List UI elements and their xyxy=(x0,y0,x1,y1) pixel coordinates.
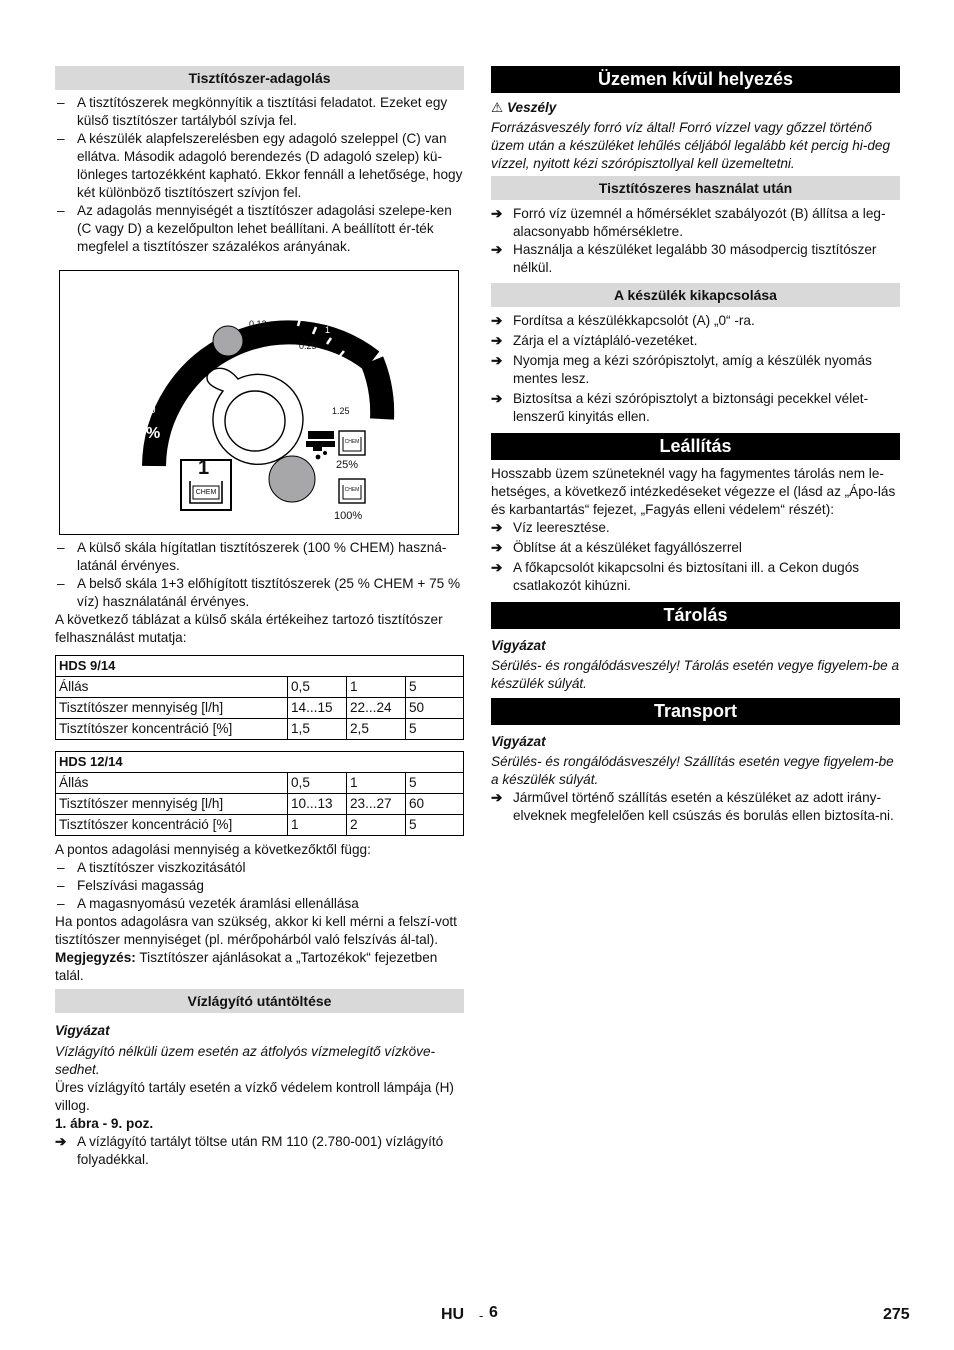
arrow-icon: ➔ xyxy=(55,1134,67,1149)
arrow-icon: ➔ xyxy=(491,242,503,257)
inner-scale-label: 1.25 xyxy=(332,406,350,416)
table-cell: 5 xyxy=(406,773,464,794)
list-item-text: Forró víz üzemnél a hőmérséklet szabályozót (B) állítsa a leg-alacsonyabb hőmérsékletre. xyxy=(513,206,886,239)
label-25-percent: 25% xyxy=(336,459,359,471)
table-cell: 2,5 xyxy=(347,719,406,740)
danger-label: Veszély xyxy=(506,100,557,115)
storage-heading: Tárolás xyxy=(491,602,900,629)
list-item-text: Használja a készüléket legalább 30 másodpercig tisztítószer nélkül. xyxy=(513,242,877,275)
list-item-text: Víz leeresztése. xyxy=(513,520,610,535)
table-cell: 60 xyxy=(406,794,464,815)
arrow-icon: ➔ xyxy=(491,206,503,221)
table-cell: Tisztítószer koncentráció [%] xyxy=(56,719,288,740)
list-item-text: Nyomja meg a kézi szórópisztolyt, amíg a készülék nyomás mentes lesz. xyxy=(513,353,872,386)
footer-language: HU xyxy=(441,1306,465,1323)
percent-label: % xyxy=(146,425,161,442)
depends-intro: A pontos adagolási mennyiség a következőktől függ: xyxy=(55,842,371,857)
arrow-icon: ➔ xyxy=(491,540,503,555)
arrow-icon: ➔ xyxy=(491,560,503,575)
table-row xyxy=(56,698,464,719)
stop-heading: Leállítás xyxy=(491,433,900,460)
list-item xyxy=(491,241,900,277)
footer-dash: - xyxy=(479,1308,484,1323)
inner-scale-label: 0.12 xyxy=(249,319,267,329)
list-item: – A belső skála 1+3 előhígított tisztítószerek (25 % CHEM + 75 % víz) használatánál érvényes. xyxy=(55,575,464,611)
warning-icon: ⚠ xyxy=(491,100,504,115)
table-cell: 22...24 xyxy=(347,698,406,719)
list-item-text: Zárja el a víztápláló-vezetéket. xyxy=(513,333,698,348)
list-item xyxy=(491,390,900,426)
danger-label-line xyxy=(491,99,900,117)
table-cell: 1 xyxy=(288,815,347,836)
list-item-text: A vízlágyító tartályt töltse után RM 110 (2.780-001) vízlágyító folyadékkal. xyxy=(77,1134,444,1167)
arrow-icon: ➔ xyxy=(491,790,503,805)
left-column xyxy=(55,66,464,1169)
dosing-dial-figure xyxy=(59,270,459,535)
stop-text: Hosszabb üzem szüneteknél vagy ha fagymentes tárolás nem le-hetséges, a következő intézkedéseket végezze el (lásd az „Ápo-lás és karbantartás“ fejezet, „Fagyás elleni védelem“ részét): xyxy=(491,466,896,517)
footer-section-number: 6 xyxy=(489,1304,498,1321)
note-text: Tisztítószer ajánlásokat a „Tartozékok“ fejezetben talál. xyxy=(55,950,438,983)
switch-off-heading: A készülék kikapcsolása xyxy=(491,283,900,307)
caution-label: Vigyázat xyxy=(491,734,546,749)
table-cell: 2 xyxy=(347,815,406,836)
measure-text: Ha pontos adagolásra van szükség, akkor ki kell mérni a felszí-vott tisztítószer mennyiséget (pl. mérőpohárból való felszívás ál-tal). xyxy=(55,914,457,947)
spec-table-hds-9-14 xyxy=(55,655,464,740)
caution-label: Vigyázat xyxy=(491,638,546,653)
list-item xyxy=(491,539,900,557)
storage-text: Sérülés- és rongálódásveszély! Tárolás esetén vegye figyelem-be a készülék súlyát. xyxy=(491,658,900,691)
table-cell: 14...15 xyxy=(288,698,347,719)
danger-text: Forrázásveszély forró víz által! Forró vízzel vagy gőzzel történő üzem után a készüléket lehűlés céljából legalább két percig hi-deg vízzel, nyitott kézi szórópisztollyal kell üzemeltetni. xyxy=(491,120,890,171)
table-title: HDS 12/14 xyxy=(56,752,464,773)
list-item xyxy=(491,352,900,388)
chem-label: CHEM xyxy=(195,489,217,496)
list-item xyxy=(491,205,900,241)
page-number: 275 xyxy=(883,1306,910,1323)
list-item xyxy=(55,1133,464,1169)
list-item: – A tisztítószerek megkönnyítik a tisztítási feladatot. Ezeket egy külső tisztítószer tartályból szívja fel. xyxy=(55,94,464,130)
label-100-percent: 100% xyxy=(334,510,363,522)
softener-text: Üres vízlágyító tartály esetén a vízkő védelem kontroll lámpája (H) villog. xyxy=(55,1080,454,1113)
arrow-icon: ➔ xyxy=(491,520,503,535)
table-intro: A következő táblázat a külső skála értékeihez tartozó tisztítószer felhasználást mutatja: xyxy=(55,612,443,645)
list-item xyxy=(491,312,900,330)
list-item: – A készülék alapfelszerelésben egy adagoló szeleppel (C) van ellátva. Második adagoló berendezés (D adagoló szelep) kü-lönleges tartozékként kapható. Ekkor fennáll a lehetősége, hogy két különböző tisztítószert szívjon fel. xyxy=(55,130,464,202)
list-item: – A külső skála hígítatlan tisztítószerek (100 % CHEM) haszná-latánál érvényes. xyxy=(55,539,464,575)
table-cell: 1 xyxy=(347,677,406,698)
arrow-icon: ➔ xyxy=(491,353,503,368)
table-cell: 23...27 xyxy=(347,794,406,815)
inner-scale-label: 1 xyxy=(325,325,331,335)
transport-caution: Sérülés- és rongálódásveszély! Szállítás esetén vegye figyelem-be a készülék súlyát. xyxy=(491,754,894,787)
table-row xyxy=(56,719,464,740)
table-cell: 10...13 xyxy=(288,794,347,815)
after-detergent-heading: Tisztítószeres használat után xyxy=(491,176,900,200)
list-item-text: Biztosítsa a kézi szórópisztolyt a biztonsági pecekkel vélet-lenszerű kinyitás ellen. xyxy=(513,391,869,424)
table-row xyxy=(56,677,464,698)
inner-scale-label: 0.5 xyxy=(253,304,266,314)
table-row xyxy=(56,815,464,836)
arrow-icon: ➔ xyxy=(491,391,503,406)
list-item xyxy=(491,332,900,350)
outer-scale-label: 5 xyxy=(361,405,367,416)
table-cell: 0,5 xyxy=(288,773,347,794)
outer-scale-label: 0 xyxy=(150,405,156,416)
note-label: Megjegyzés: xyxy=(55,950,136,965)
list-item xyxy=(491,559,900,595)
table-cell: 1 xyxy=(347,773,406,794)
table-cell: 5 xyxy=(406,719,464,740)
right-column xyxy=(491,66,900,825)
softener-heading: Vízlágyító utántöltése xyxy=(55,989,464,1013)
caution-label: Vigyázat xyxy=(55,1023,110,1038)
table-cell: Tisztítószer mennyiség [l/h] xyxy=(56,698,288,719)
table-cell: 5 xyxy=(406,677,464,698)
list-item-text: A főkapcsolót kikapcsolni és biztosítani ill. a Cekon dugós csatlakozót kihúzni. xyxy=(513,560,860,593)
spec-table-hds-12-14 xyxy=(55,751,464,836)
list-item xyxy=(491,519,900,537)
table-cell: Állás xyxy=(56,677,288,698)
list-item-text: Járművel történő szállítás esetén a készüléket az adott irány-elveknek megfelelően kell csúszás és borulás ellen biztosíta-ni. xyxy=(513,790,894,823)
note-paragraph xyxy=(55,949,464,985)
arrow-icon: ➔ xyxy=(491,313,503,328)
list-item: – A magasnyomású vezeték áramlási ellenállása xyxy=(55,895,464,913)
table-row xyxy=(56,773,464,794)
list-item: – A tisztítószer viszkozitásától xyxy=(55,859,464,877)
inner-scale-label: 0.25 xyxy=(299,341,317,351)
table-cell: 50 xyxy=(406,698,464,719)
table-row xyxy=(56,794,464,815)
transport-heading: Transport xyxy=(491,698,900,725)
table-cell: 5 xyxy=(406,815,464,836)
list-item: – Felszívási magasság xyxy=(55,877,464,895)
chem-label: CHEM xyxy=(344,487,360,493)
box-number: 1 xyxy=(198,457,210,479)
list-item xyxy=(491,789,900,825)
table-cell: Tisztítószer koncentráció [%] xyxy=(56,815,288,836)
shutdown-heading: Üzemen kívül helyezés xyxy=(491,66,900,93)
table-cell: Tisztítószer mennyiség [l/h] xyxy=(56,794,288,815)
table-title: HDS 9/14 xyxy=(56,656,464,677)
table-cell: 0,5 xyxy=(288,677,347,698)
figure-reference: 1. ábra - 9. poz. xyxy=(55,1116,154,1131)
chem-label: CHEM xyxy=(344,439,360,445)
list-item-text: Fordítsa a készülékkapcsolót (A) „0“ -ra. xyxy=(513,313,755,328)
list-item: – Az adagolás mennyiségét a tisztítószer adagolási szelepe-ken (C vagy D) a kezelőpulton lehet beállítani. A beállított ér-ték megfelel a tisztítószer százalékos arányának. xyxy=(55,202,464,256)
dosing-heading: Tisztítószer-adagolás xyxy=(55,66,464,90)
arrow-icon: ➔ xyxy=(491,333,503,348)
table-cell: Állás xyxy=(56,773,288,794)
table-cell: 1,5 xyxy=(288,719,347,740)
list-item-text: Öblítse át a készüléket fagyállószerrel xyxy=(513,540,742,555)
softener-caution: Vízlágyító nélküli üzem esetén az átfolyós vízmelegítő vízköve-sedhet. xyxy=(55,1044,436,1077)
